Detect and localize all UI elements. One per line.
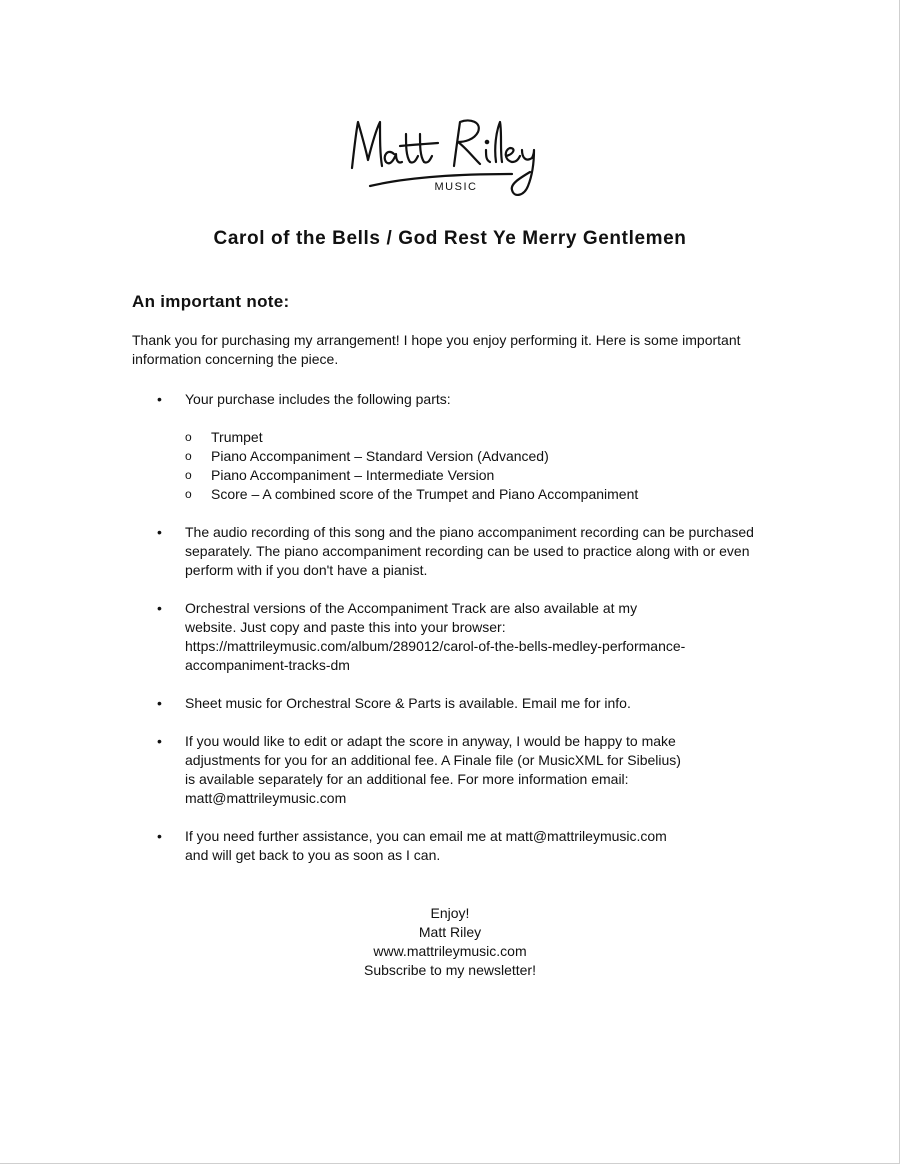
- list-item-audio: [132, 523, 792, 580]
- sublist-item: [185, 485, 792, 504]
- closing-signature: Matt Riley: [418, 924, 482, 940]
- page-title: Carol of the Bells / God Rest Ye Merry Gentlemen: [213, 228, 687, 249]
- sublist-item-text: Trumpet: [211, 429, 263, 445]
- list-item-text: Sheet music for Orchestral Score & Parts is available. Email me for info.: [185, 695, 631, 711]
- sublist-item-text: Piano Accompaniment – Intermediate Version: [211, 467, 495, 483]
- list-item-edit-score: [132, 732, 792, 808]
- bullet-marker: •: [157, 391, 162, 407]
- logo-music-text: MUSIC: [434, 181, 478, 193]
- list-item-line: and will get back to you as soon as I can.: [185, 847, 441, 863]
- bullet-marker: •: [157, 695, 162, 711]
- list-item-text: Your purchase includes the following parts:: [185, 391, 451, 407]
- closing-block: [0, 904, 900, 980]
- sub-bullet-marker: o: [185, 449, 192, 463]
- bullet-marker: •: [157, 828, 162, 844]
- sublist-item-text: Score – A combined score of the Trumpet and Piano Accompaniment: [211, 486, 639, 502]
- closing-newsletter: Subscribe to my newsletter!: [364, 962, 536, 978]
- bullet-marker: •: [157, 733, 162, 749]
- sub-bullet-marker: o: [185, 487, 192, 501]
- list-item-sheet-music: [132, 694, 792, 713]
- list-spacer: [132, 713, 792, 732]
- list-item-line: adjustments for you for an additional fee. A Finale file (or MusicXML for Sibelius): [185, 752, 681, 768]
- sub-bullet-marker: o: [185, 468, 192, 482]
- parts-sublist: [185, 428, 792, 504]
- info-list: [132, 390, 792, 865]
- list-spacer: [132, 504, 792, 523]
- album-url-line: https://mattrileymusic.com/album/289012/carol-of-the-bells-medley-performance-: [185, 638, 686, 654]
- bullet-marker: •: [157, 600, 162, 616]
- email-line: matt@mattrileymusic.com: [185, 790, 347, 806]
- list-spacer: [132, 675, 792, 694]
- matt-riley-music-logo: [344, 110, 564, 202]
- list-item-parts: [132, 390, 792, 504]
- section-heading: An important note:: [132, 292, 290, 311]
- sublist-item: [185, 447, 792, 466]
- sublist-item-text: Piano Accompaniment – Standard Version (Advanced): [211, 448, 549, 464]
- list-item-orchestral-tracks: [132, 599, 792, 675]
- intro-paragraph: Thank you for purchasing my arrangement! I hope you enjoy performing it. Here is some important information concerning the piece.: [132, 332, 741, 367]
- list-item-assistance: [132, 827, 792, 865]
- sublist-item: [185, 428, 792, 447]
- closing-enjoy: Enjoy!: [430, 905, 470, 921]
- bullet-marker: •: [157, 524, 162, 540]
- list-item-line: is available separately for an additional fee. For more information email:: [185, 771, 629, 787]
- closing-website: www.mattrileymusic.com: [373, 943, 527, 959]
- list-item-line: Orchestral versions of the Accompaniment Track are also available at my: [185, 600, 638, 616]
- list-spacer: [132, 808, 792, 827]
- album-url-line: accompaniment-tracks-dm: [185, 657, 350, 673]
- list-item-line: If you need further assistance, you can email me at matt@mattrileymusic.com: [185, 828, 667, 844]
- list-item-text: The audio recording of this song and the piano accompaniment recording can be purchased separately. The piano accompaniment recording can be used to practice along with or even perform with if you don't have a pianist.: [185, 524, 754, 578]
- sub-bullet-marker: o: [185, 430, 192, 444]
- list-item-line: website. Just copy and paste this into your browser:: [185, 619, 506, 635]
- list-item-line: If you would like to edit or adapt the score in anyway, I would be happy to make: [185, 733, 676, 749]
- sublist-item: [185, 466, 792, 485]
- list-spacer: [132, 580, 792, 599]
